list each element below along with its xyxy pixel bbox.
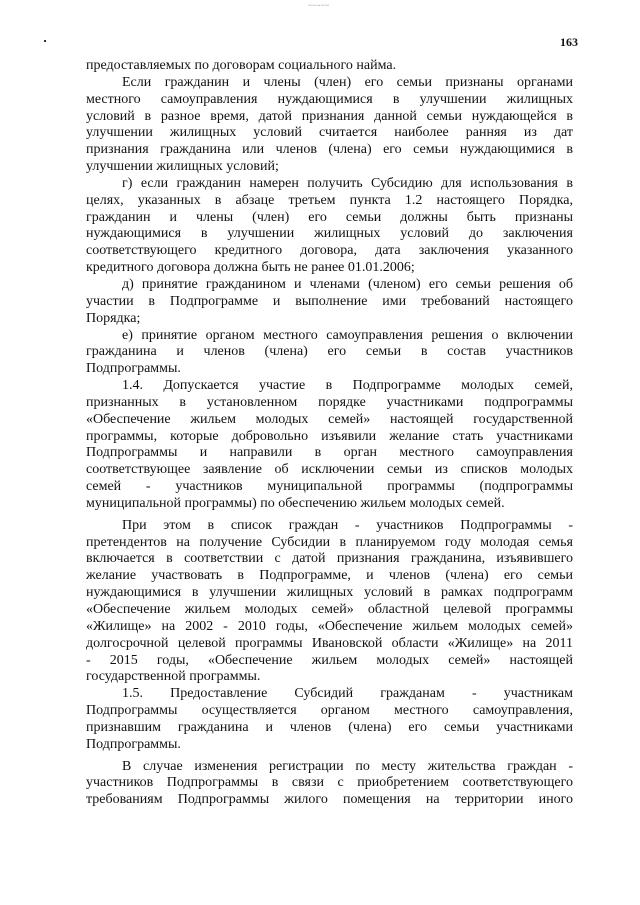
text-line: признавшим гражданина и членов (члена) его семьи участниками <box>86 719 573 735</box>
text-line: г) если гражданин намерен получить Субсидию для использования в <box>122 175 573 191</box>
text-line: улучшении жилищных условий считается наиболее ранняя из дат <box>86 125 573 141</box>
text-line: долгосрочной целевой программы Ивановской области «Жилище» на 2011 <box>86 635 573 651</box>
text-line: д) принятие гражданином и членами (членом) его семьи решения об <box>122 276 573 292</box>
text-line: соответствующее заявление об исключении семьи из списков молодых <box>86 462 573 478</box>
text-line: муниципальной программы) по обеспечению жильем молодых семей. <box>86 495 505 511</box>
text-line: местного самоуправления нуждающимися в улучшении жилищных <box>86 91 573 107</box>
document-body <box>86 58 573 809</box>
text-line: условий в разное время, датой признания данной семьи нуждающейся в <box>86 108 573 124</box>
scan-speck <box>44 40 46 42</box>
text-line: - 2015 годы, «Обеспечение жильем молодых семей» настоящей <box>86 652 573 668</box>
text-line: При этом в список граждан - участников Подпрограммы - <box>122 517 573 533</box>
text-line: программы, которые добровольно изъявили желание стать участниками <box>86 428 573 444</box>
text-line: целях, указанных в абзаце третьем пункта 1.2 настоящего Порядка, <box>86 192 573 208</box>
text-line: «Жилище» на 2002 - 2010 годы, «Обеспечение жильем молодых семей» <box>86 618 573 634</box>
page-number: 163 <box>560 35 578 49</box>
text-line: Если гражданин и члены (член) его семьи признаны органами <box>122 74 573 90</box>
text-line: семей - участников муниципальной программы (подпрограммы <box>86 479 573 495</box>
text-line: кредитного договора должна быть не ранее 01.01.2006; <box>86 260 415 276</box>
text-line: «Обеспечение жильем молодых семей» областной целевой программы <box>86 602 573 617</box>
text-line: государственной программы. <box>86 669 261 685</box>
text-line: участии в Подпрограмме и выполнение ими требований настоящего <box>86 293 573 309</box>
text-line: предоставляемых по договорам социального найма. <box>86 58 397 73</box>
text-line: требованиям Подпрограммы жилого помещения на территории иного <box>86 792 573 808</box>
text-line: е) принятие органом местного самоуправления решения о включении <box>122 327 573 343</box>
text-line: желание участвовать в Подпрограмме, и членов (члена) его семьи <box>86 568 573 584</box>
text-line: В случае изменения регистрации по месту жительства граждан - <box>122 758 573 774</box>
text-line: признания гражданина или членов (члена) его семьи нуждающимися в <box>86 142 573 158</box>
text-line: 1.4. Допускается участие в Подпрограмме молодых семей, <box>122 378 573 394</box>
text-line: гражданина и членов (члена) его семьи в состав участников <box>86 344 573 360</box>
text-line: 1.5. Предоставление Субсидий гражданам - участникам <box>122 686 573 702</box>
text-line: Порядка; <box>86 310 141 326</box>
text-line: включается в соответствии с датой признания гражданина, изъявившего <box>86 551 573 567</box>
text-line: «Обеспечение жильем молодых семей» настоящей государственной <box>86 411 573 427</box>
text-line: Подпрограммы осуществляется органом местного самоуправления, <box>86 703 573 719</box>
text-line: претендентов на получение Субсидии в планируемом году молодая семья <box>86 534 573 550</box>
text-line: нуждающимися в улучшении жилищных условий в рамках подпрограмм <box>86 585 573 601</box>
text-line: признанных в установленном порядке участниками подпрограммы <box>86 394 573 410</box>
text-line: соответствующего кредитного договора, дата заключения указанного <box>86 243 573 259</box>
text-line: улучшении жилищных условий; <box>86 159 279 175</box>
text-line: гражданин и члены (член) его семьи должны быть признаны <box>86 209 573 225</box>
text-line: участников Подпрограммы в связи с приобретением соответствующего <box>86 775 573 791</box>
text-line: нуждающимися в улучшении жилищных условий до заключения <box>86 226 573 242</box>
text-line: Подпрограммы и направили в орган местного самоуправления <box>86 445 573 461</box>
text-line: Подпрограммы. <box>86 736 181 752</box>
scan-mark: ~~~~~ <box>308 2 330 10</box>
text-line: Подпрограммы. <box>86 361 181 377</box>
